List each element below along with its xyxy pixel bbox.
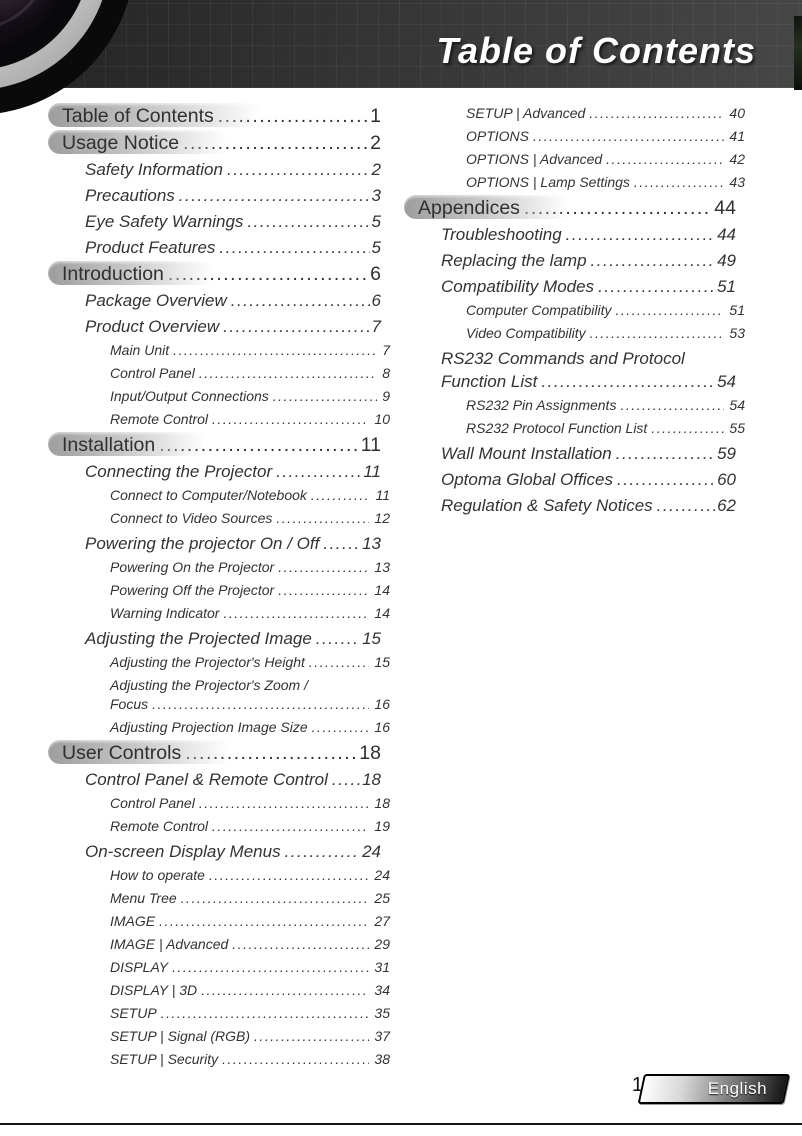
dot-leader xyxy=(590,324,725,343)
dot-leader xyxy=(620,396,724,415)
toc-entry-line xyxy=(441,249,736,272)
toc-entry xyxy=(48,289,390,312)
toc-entry xyxy=(48,604,390,623)
toc-entry-label: Computer Compatibility xyxy=(466,302,612,318)
toc-entry-line xyxy=(110,718,390,737)
dot-leader xyxy=(323,532,360,555)
dot-leader xyxy=(634,173,725,192)
dot-leader xyxy=(219,236,369,259)
dot-leader xyxy=(199,364,377,383)
toc-entry-line xyxy=(466,104,745,123)
toc-column-right xyxy=(404,104,745,520)
toc-entry xyxy=(48,236,390,259)
toc-entry-line xyxy=(441,468,736,491)
toc-entry xyxy=(48,364,390,383)
toc-entry xyxy=(48,184,390,207)
toc-entry-line xyxy=(110,794,390,813)
dot-leader xyxy=(173,341,377,360)
toc-entry-page: 44 xyxy=(717,225,736,244)
toc-entry xyxy=(48,935,390,954)
toc-entry xyxy=(404,150,745,169)
toc-entry-label: Adjusting Projection Image Size xyxy=(110,719,308,735)
page-title: Table of Contents xyxy=(436,30,756,71)
toc-entry xyxy=(404,196,745,220)
toc-entry-line xyxy=(110,509,390,528)
toc-entry xyxy=(48,866,390,885)
toc-entry xyxy=(48,410,390,429)
toc-entry-label: Product Overview xyxy=(85,317,220,336)
dot-leader xyxy=(172,958,369,977)
toc-entry xyxy=(48,1027,390,1046)
toc-column-left xyxy=(48,104,390,1073)
toc-entry-page: 24 xyxy=(362,842,381,861)
toc-entry-label: Remote Control xyxy=(110,818,209,834)
toc-entry-line xyxy=(110,866,390,885)
toc-entry-label: RS232 Commands and Protocol xyxy=(441,349,685,368)
toc-entry-line xyxy=(110,676,390,695)
toc-entry-label: Usage Notice xyxy=(48,131,179,155)
toc-entry-label: User Controls xyxy=(48,741,181,765)
toc-entry-label: Warning Indicator xyxy=(110,605,220,621)
toc-entry-page: 40 xyxy=(729,105,745,121)
toc-entry xyxy=(404,396,745,415)
dot-leader xyxy=(533,127,724,146)
toc-entry-line xyxy=(85,627,381,650)
toc-entry xyxy=(48,131,390,155)
toc-entry-label: Safety Information xyxy=(85,160,223,179)
toc-entry-page: 16 xyxy=(374,719,390,735)
dot-leader xyxy=(278,581,369,600)
toc-entry-line xyxy=(110,1027,390,1046)
dot-leader xyxy=(616,442,715,465)
toc-entry-label: Powering the projector On / Off xyxy=(85,534,320,553)
toc-entry-line xyxy=(110,604,390,623)
toc-entry-page: 6 xyxy=(370,263,381,285)
toc-entry-page: 10 xyxy=(374,411,390,427)
toc-entry-label: Input/Output Connections xyxy=(110,388,269,404)
toc-entry-page: 38 xyxy=(374,1051,390,1067)
dot-leader xyxy=(316,627,360,650)
page-footer xyxy=(632,1074,790,1104)
dot-leader xyxy=(199,794,370,813)
toc-entry-page: 59 xyxy=(717,444,736,463)
toc-entry-label: SETUP xyxy=(110,1005,157,1021)
toc-entry-label: Function List xyxy=(441,372,538,391)
toc-entry-label: Wall Mount Installation xyxy=(441,444,612,463)
toc-entry xyxy=(48,104,390,128)
toc-entry-label: RS232 Pin Assignments xyxy=(466,397,617,413)
toc-entry-line xyxy=(48,104,381,128)
dot-leader xyxy=(212,410,369,429)
toc-entry xyxy=(404,301,745,320)
toc-entry-page: 42 xyxy=(729,151,745,167)
toc-entry-line xyxy=(110,695,390,714)
toc-entry-label: Remote Control xyxy=(110,411,209,427)
toc-entry-label: On-screen Display Menus xyxy=(85,842,281,861)
toc-entry-label: Product Features xyxy=(85,238,216,257)
toc-entry-page: 24 xyxy=(374,867,390,883)
toc-entry-label: IMAGE xyxy=(110,913,156,929)
dot-leader xyxy=(254,1027,369,1046)
toc-entry xyxy=(404,442,745,465)
toc-entry-label: Precautions xyxy=(85,186,175,205)
toc-entry-page: 19 xyxy=(374,818,390,834)
toc-entry-page: 12 xyxy=(374,510,390,526)
toc-entry-page: 62 xyxy=(717,496,736,515)
toc-entry xyxy=(404,494,745,517)
toc-entry-line xyxy=(110,817,390,836)
toc-entry xyxy=(48,433,390,457)
toc-entry xyxy=(404,347,745,393)
toc-entry-label: Appendices xyxy=(404,196,520,220)
toc-entry xyxy=(48,558,390,577)
toc-entry-page: 54 xyxy=(717,372,736,391)
toc-entry-page: 49 xyxy=(717,251,736,270)
dot-leader xyxy=(276,509,369,528)
toc-entry xyxy=(48,262,390,286)
toc-entry-line xyxy=(85,315,381,338)
toc-entry-line xyxy=(85,768,381,791)
toc-entry xyxy=(48,315,390,338)
dot-leader xyxy=(161,1004,370,1023)
toc-entry-page: 53 xyxy=(729,325,745,341)
toc-entry-label: Adjusting the Projector's Zoom / xyxy=(110,677,308,693)
toc-entry xyxy=(48,581,390,600)
toc-entry-line xyxy=(441,442,736,465)
toc-entry-label: DISPLAY | 3D xyxy=(110,982,198,998)
toc-entry-line xyxy=(110,912,390,931)
toc-entry-page: 1 xyxy=(370,105,381,127)
toc-entry-page: 44 xyxy=(714,197,736,219)
toc-entry-page: 5 xyxy=(371,212,381,231)
toc-entry-line xyxy=(110,1050,390,1069)
dot-leader xyxy=(606,150,724,169)
toc-entry-page: 25 xyxy=(374,890,390,906)
toc-entry xyxy=(48,627,390,650)
toc-entry xyxy=(404,468,745,491)
toc-entry-line xyxy=(110,558,390,577)
toc-entry-line xyxy=(466,173,745,192)
toc-entry-page: 34 xyxy=(374,982,390,998)
toc-entry xyxy=(48,460,390,483)
toc-entry-label: Compatibility Modes xyxy=(441,277,595,296)
dot-leader xyxy=(201,981,369,1000)
dot-leader xyxy=(309,653,370,672)
toc-entry-label: Control Panel xyxy=(110,365,195,381)
toc-entry-page: 7 xyxy=(382,342,390,358)
toc-entry xyxy=(404,324,745,343)
toc-entry-label: IMAGE | Advanced xyxy=(110,936,229,952)
toc-entry-label: Package Overview xyxy=(85,291,227,310)
toc-entry-line xyxy=(404,196,736,220)
toc-entry-page: 13 xyxy=(362,534,381,553)
toc-entry-line xyxy=(110,387,390,406)
toc-entry-line xyxy=(441,494,736,517)
toc-entry-page: 9 xyxy=(382,388,390,404)
toc-entry xyxy=(404,223,745,246)
dot-leader xyxy=(273,387,377,406)
toc-entry-line xyxy=(110,889,390,908)
toc-entry-label: Eye Safety Warnings xyxy=(85,212,244,231)
toc-entry-label: Powering On the Projector xyxy=(110,559,275,575)
toc-entry-line xyxy=(110,581,390,600)
toc-entry-label: Connecting the Projector xyxy=(85,462,273,481)
toc-entry-label: Control Panel & Remote Control xyxy=(85,770,328,789)
toc-entry xyxy=(404,275,745,298)
toc-entry-line xyxy=(441,347,736,370)
toc-entry-label: Troubleshooting xyxy=(441,225,562,244)
toc-entry-line xyxy=(48,741,381,765)
toc-entry-label: Focus xyxy=(110,696,149,712)
toc-entry xyxy=(404,249,745,272)
dot-leader xyxy=(179,184,370,207)
toc-entry-label: SETUP | Advanced xyxy=(466,105,586,121)
dot-leader xyxy=(617,468,715,491)
dot-leader xyxy=(247,210,369,233)
toc-entry xyxy=(48,981,390,1000)
toc-entry-label: OPTIONS | Advanced xyxy=(466,151,603,167)
dot-leader xyxy=(332,768,360,791)
toc-entry-page: 3 xyxy=(371,186,381,205)
toc-entry-page: 15 xyxy=(362,629,381,648)
toc-entry xyxy=(48,341,390,360)
toc-entry-label: Table of Contents xyxy=(48,104,214,128)
toc-entry-page: 27 xyxy=(374,913,390,929)
toc-entry-page: 18 xyxy=(359,742,381,764)
toc-entry-page: 13 xyxy=(374,559,390,575)
toc-entry-line xyxy=(110,1004,390,1023)
toc-entry-label: Installation xyxy=(48,433,155,457)
toc-entry-line xyxy=(85,184,381,207)
toc-entry-label: Menu Tree xyxy=(110,890,177,906)
toc-entry-page: 15 xyxy=(374,654,390,670)
toc-entry-line xyxy=(466,127,745,146)
toc-entry-line xyxy=(110,958,390,977)
toc-entry-label: Optoma Global Offices xyxy=(441,470,613,489)
dot-leader xyxy=(231,289,370,312)
toc-entry-line xyxy=(85,840,381,863)
dot-leader xyxy=(227,158,370,181)
toc-entry-line xyxy=(110,364,390,383)
toc-entry-label: Introduction xyxy=(48,262,164,286)
toc-entry-page: 7 xyxy=(371,317,381,336)
toc-entry-page: 29 xyxy=(374,936,390,952)
toc-entry-page: 5 xyxy=(371,238,381,257)
toc-entry-line xyxy=(85,236,381,259)
toc-entry-line xyxy=(85,460,381,483)
toc-entry-line xyxy=(110,653,390,672)
toc-entry-label: Main Unit xyxy=(110,342,170,358)
toc-entry-page: 55 xyxy=(729,420,745,436)
toc-entry xyxy=(48,509,390,528)
dot-leader xyxy=(223,604,369,623)
toc-entry xyxy=(48,889,390,908)
toc-entry-label: Connect to Computer/Notebook xyxy=(110,487,307,503)
toc-entry-page: 54 xyxy=(729,397,745,413)
toc-entry-page: 16 xyxy=(374,696,390,712)
toc-entry xyxy=(48,1004,390,1023)
toc-entry-page: 43 xyxy=(729,174,745,190)
toc-entry xyxy=(48,958,390,977)
toc-entry-page: 35 xyxy=(374,1005,390,1021)
toc-entry xyxy=(48,532,390,555)
banner-edge-decoration xyxy=(794,16,802,90)
toc-entry-page: 6 xyxy=(371,291,381,310)
dot-leader xyxy=(212,817,369,836)
dot-leader xyxy=(651,419,724,438)
toc-entry xyxy=(48,741,390,765)
toc-entry xyxy=(48,718,390,737)
toc-entry-line xyxy=(85,158,381,181)
dot-leader xyxy=(591,249,716,272)
toc-entry-page: 31 xyxy=(374,959,390,975)
toc-entry-page: 51 xyxy=(717,277,736,296)
footer-page-number: 1 xyxy=(631,1074,643,1096)
toc-entry-line xyxy=(110,486,390,505)
toc-entry xyxy=(48,817,390,836)
dot-leader xyxy=(209,866,369,885)
toc-entry-page: 41 xyxy=(729,128,745,144)
dot-leader xyxy=(232,935,369,954)
toc-entry-line xyxy=(48,131,381,155)
toc-entry-label: Replacing the lamp xyxy=(441,251,587,270)
toc-entry-page: 8 xyxy=(382,365,390,381)
toc-entry xyxy=(48,794,390,813)
toc-entry-line xyxy=(441,275,736,298)
toc-entry-line xyxy=(466,419,745,438)
dot-leader xyxy=(598,275,715,298)
dot-leader xyxy=(311,486,371,505)
toc-entry-line xyxy=(48,433,381,457)
dot-leader xyxy=(657,494,715,517)
dot-leader xyxy=(566,223,715,246)
toc-entry-line xyxy=(48,262,381,286)
toc-entry xyxy=(48,486,390,505)
toc-entry-label: OPTIONS xyxy=(466,128,530,144)
toc-entry xyxy=(48,912,390,931)
toc-entry-label: How to operate xyxy=(110,867,205,883)
toc-entry-line xyxy=(110,410,390,429)
dot-leader xyxy=(278,558,369,577)
toc-entry-page: 11 xyxy=(375,487,390,503)
toc-entry-line xyxy=(85,532,381,555)
toc-entry-label: Control Panel xyxy=(110,795,195,811)
toc-entry-label: Connect to Video Sources xyxy=(110,510,273,526)
toc-entry-label: Adjusting the Projector's Height xyxy=(110,654,305,670)
dot-leader xyxy=(159,912,369,931)
toc-entry-page: 37 xyxy=(374,1028,390,1044)
toc-entry-page: 14 xyxy=(374,605,390,621)
toc-entry-page: 11 xyxy=(360,434,381,456)
toc-entry-label: OPTIONS | Lamp Settings xyxy=(466,174,630,190)
toc-entry xyxy=(48,840,390,863)
toc-entry-page: 2 xyxy=(371,160,381,179)
toc-entry xyxy=(48,158,390,181)
toc-entry-line xyxy=(441,370,736,393)
toc-entry-page: 14 xyxy=(374,582,390,598)
dot-leader xyxy=(285,840,361,863)
projector-lens-image xyxy=(0,0,172,120)
dot-leader xyxy=(222,1050,369,1069)
toc-entry-line xyxy=(441,223,736,246)
toc-entry-page: 60 xyxy=(717,470,736,489)
toc-entry-line xyxy=(85,210,381,233)
toc-entry-page: 18 xyxy=(374,795,390,811)
toc-entry xyxy=(48,676,390,714)
language-tab-label: English xyxy=(707,1079,767,1098)
toc-entry xyxy=(404,173,745,192)
toc-entry xyxy=(404,104,745,123)
toc-entry-label: SETUP | Security xyxy=(110,1051,219,1067)
dot-leader xyxy=(152,695,369,714)
toc-entry-label: Regulation & Safety Notices xyxy=(441,496,653,515)
toc-entry xyxy=(48,1050,390,1069)
toc-entry-label: Video Compatibility xyxy=(466,325,586,341)
toc-entry-line xyxy=(85,289,381,312)
language-tab xyxy=(638,1074,790,1104)
toc-entry-label: Powering Off the Projector xyxy=(110,582,275,598)
dot-leader xyxy=(312,718,370,737)
toc-entry xyxy=(48,387,390,406)
dot-leader xyxy=(541,370,715,393)
toc-entry-page: 11 xyxy=(363,462,381,481)
toc-entry-line xyxy=(466,301,745,320)
dot-leader xyxy=(181,889,370,908)
dot-leader xyxy=(589,104,724,123)
toc-entry-label: SETUP | Signal (RGB) xyxy=(110,1028,251,1044)
toc-entry-page: 18 xyxy=(362,770,381,789)
toc-entry xyxy=(48,768,390,791)
toc-entry-line xyxy=(466,150,745,169)
toc-entry xyxy=(404,127,745,146)
toc-entry-page: 2 xyxy=(370,132,381,154)
toc-entry-line xyxy=(110,341,390,360)
toc-entry-label: RS232 Protocol Function List xyxy=(466,420,648,436)
toc-entry-page: 51 xyxy=(729,302,745,318)
toc-entry xyxy=(48,653,390,672)
toc-entry-line xyxy=(110,935,390,954)
toc-entry-label: Adjusting the Projected Image xyxy=(85,629,312,648)
toc-entry-label: DISPLAY xyxy=(110,959,169,975)
toc-entry xyxy=(404,419,745,438)
toc-entry-line xyxy=(110,981,390,1000)
dot-leader xyxy=(276,460,361,483)
dot-leader xyxy=(616,301,725,320)
bottom-rule-divider xyxy=(0,1123,802,1125)
toc-entry-line xyxy=(466,396,745,415)
dot-leader xyxy=(223,315,369,338)
toc-entry xyxy=(48,210,390,233)
toc-entry-line xyxy=(466,324,745,343)
